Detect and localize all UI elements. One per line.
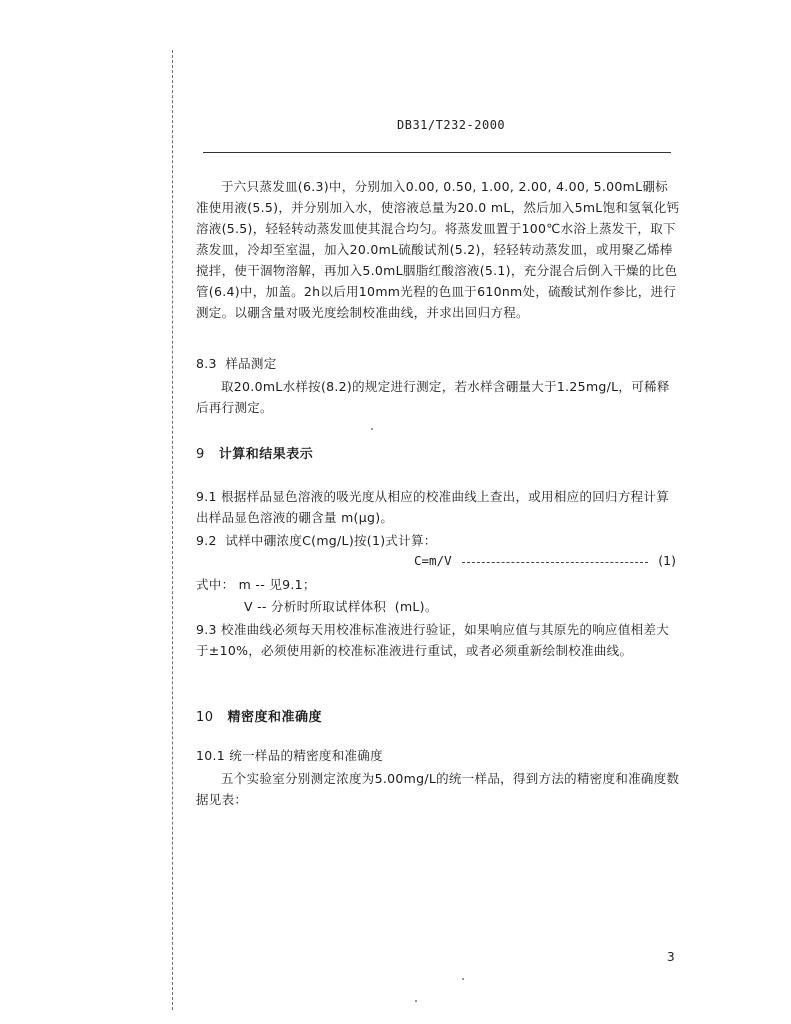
section-8-3-title: 8.3 样品测定	[196, 356, 277, 371]
scan-speck	[371, 428, 373, 430]
where-m-definition: 式中： m -- 见9.1；	[196, 577, 316, 592]
section-8-3-paragraph: 取20.0mL水样按(8.2)的规定进行测定，若水样含硼量大于1.25mg/L，可稀释后再行测定。	[196, 379, 670, 415]
section-9-heading	[196, 443, 313, 462]
section-9-title: 计算和结果表示	[218, 447, 314, 462]
page-number: 3	[667, 950, 675, 964]
header-rule	[203, 152, 671, 153]
section-9-number: 9	[196, 447, 205, 462]
binding-edge-line	[172, 50, 173, 1010]
scan-speck	[415, 1000, 417, 1002]
section-9-2-line: 9.2 试样中硼浓度C(mg/L)按(1)式计算：	[196, 533, 437, 548]
section-10-title: 精密度和准确度	[227, 710, 323, 725]
section-10-1-title: 10.1 统一样品的精密度和准确度	[196, 748, 383, 763]
formula-line	[414, 553, 676, 568]
standard-code-header: DB31/T232-2000	[397, 118, 506, 132]
section-10-1-paragraph: 五个实验室分别测定浓度为5.00mg/L的统一样品，得到方法的精密度和准确度数据见表：	[196, 771, 680, 807]
section-10-heading	[196, 706, 322, 725]
section-9-3-paragraph: 9.3 校准曲线必须每天用校准标准液进行验证，如果响应值与其原先的响应值相差大于±10%，必须使用新的校准标准液进行重试，或者必须重新绘制校准曲线。	[196, 622, 670, 658]
scan-speck	[462, 978, 464, 980]
section-8-2-paragraph: 于六只蒸发皿(6.3)中，分别加入0.00, 0.50, 1.00, 2.00, 4.00, 5.00mL硼标准使用液(5.5)，并分别加入水，使溶液总量为20.0 mL，然后加入5mL饱和氢氧化钙溶液(5.5)，轻轻转动蒸发皿使其混合均匀。将蒸发皿置于100℃水浴上蒸发干，取下蒸发皿，冷却至室温，加入20.0mL硫酸试剂(5.2)，轻轻转动蒸发皿，或用聚乙烯棒搅拌，使干涸物溶解，再加入5.0mL胭脂红酸溶液(5.1)，充分混合后倒入干燥的比色管(6.4)中，加盖。2h以后用10mm光程的色皿于610nm处，硫酸试剂作参比，进行测定。以硼含量对吸光度绘制校准曲线，并求出回归方程。	[196, 179, 680, 320]
section-10-number: 10	[196, 710, 214, 725]
formula-number: (1)	[658, 553, 676, 568]
formula-expression: C=m/V	[414, 553, 452, 568]
formula-leader-dots	[462, 562, 649, 563]
section-9-1-paragraph: 9.1 根据样品显色溶液的吸光度从相应的校准曲线上查出，或用相应的回归方程计算出样品显色溶液的硼含量 m(μg)。	[196, 489, 670, 525]
where-v-definition: V -- 分析时所取试样体积 (mL)。	[244, 599, 438, 614]
